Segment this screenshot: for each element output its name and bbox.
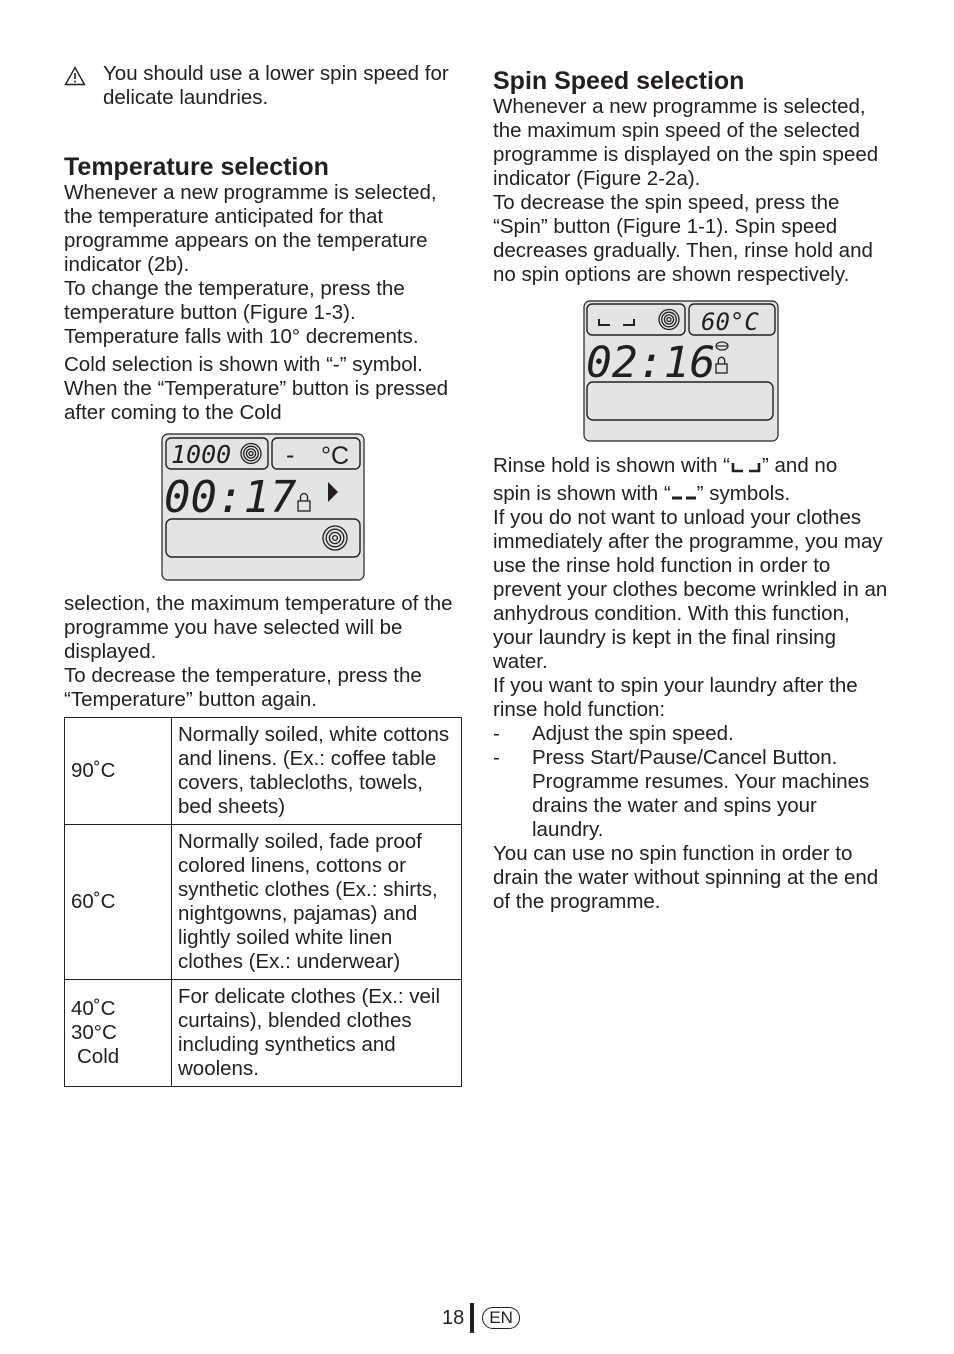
rinse-hold-text-before: Rinse hold is shown with “	[493, 454, 730, 477]
temperature-paragraph-1: Whenever a new programme is selected, the temperature anticipated for that programme appears on the temperature indicator (2b).	[64, 181, 437, 276]
no-spin-line	[493, 482, 893, 506]
spin-paragraph-1: Whenever a new programme is selected, the maximum spin speed of the selected programme is displayed on the spin speed indicator (Figure 2-2a).	[493, 95, 879, 190]
no-spin-icon	[671, 488, 697, 502]
after-figure-paragraph-2: To decrease the temperature, press the “Temperature” button again.	[64, 664, 422, 711]
spin-after-hold-paragraph: If you want to spin your laundry after the rinse hold function:	[493, 674, 858, 721]
warning-note	[64, 62, 462, 110]
spin-paragraph-2: To decrease the spin speed, press the “Spin” button (Figure 1-1). Spin speed decreases gradually. Then, rinse hold and no spin options are shown respectively.	[493, 191, 873, 286]
right-column	[493, 60, 893, 914]
no-spin-text-before: spin is shown with “	[493, 482, 671, 505]
list-item: - Adjust the spin speed.	[493, 722, 734, 745]
spin-heading: Spin Speed selection	[493, 67, 745, 95]
table-cell-temp	[65, 980, 172, 1087]
after-figure-paragraph-1: selection, the maximum temperature of the programme you have selected will be displayed.	[64, 592, 453, 663]
rinse-hold-icon	[730, 460, 762, 474]
table-row	[65, 980, 462, 1087]
unload-paragraph: If you do not want to unload your clothes immediately after the programme, you may use the rinse hold function in order to prevent your clothes become wrinkled in an anhydrous condition. With this function, your laundry is kept in the final rinsing water.	[493, 506, 888, 673]
temp-line: 40˚C	[71, 997, 116, 1020]
step-text: Press Start/Pause/Cancel Button. Programme resumes. Your machines drains the water and spins your laundry.	[532, 746, 870, 841]
temp-line: Cold	[77, 1045, 120, 1068]
figure-temperature-display	[64, 433, 462, 581]
table-row	[65, 825, 462, 980]
cold-paragraph: Cold selection is shown with “-” symbol. When the “Temperature” button is pressed after coming to the Cold	[64, 353, 448, 424]
table-row	[65, 718, 462, 825]
temperature-table	[64, 717, 462, 1087]
left-column	[64, 60, 462, 1087]
warning-text: You should use a lower spin speed for delicate laundries.	[103, 62, 449, 109]
no-spin-paragraph: You can use no spin function in order to drain the water without spinning at the end of the programme.	[493, 842, 879, 913]
warning-triangle-icon	[64, 66, 86, 86]
lcd-temp-unit: °C	[321, 442, 350, 470]
page-number: 18	[442, 1306, 465, 1329]
step-text: Adjust the spin speed.	[532, 722, 734, 745]
lcd-time: 00:17	[164, 472, 297, 523]
table-cell-desc: Normally soiled, fade proof colored linens, cottons or synthetic clothes (Ex.: shirts, nightgowns, pajamas) and lightly soiled white linen clothes (Ex.: underwear)	[172, 825, 462, 980]
rinse-hold-text-after: ” and no	[762, 454, 838, 477]
table-cell-temp: 90˚C	[65, 718, 172, 825]
lcd-display	[161, 433, 365, 581]
lcd-display	[583, 300, 779, 442]
footer-divider	[470, 1303, 474, 1333]
page-footer	[442, 1303, 520, 1333]
no-spin-text-after: ” symbols.	[696, 482, 791, 505]
list-item: - Press Start/Pause/Cancel Button. Programme resumes. Your machines drains the water and spins your laundry.	[493, 746, 870, 841]
lcd-temp-dash: -	[286, 441, 295, 469]
table-cell-desc: Normally soiled, white cottons and linens. (Ex.: coffee table covers, tablecloths, towels, bed sheets)	[172, 718, 462, 825]
temperature-paragraph-2: To change the temperature, press the temperature button (Figure 1-3). Temperature falls with 10° decrements.	[64, 277, 419, 348]
lcd-time: 02:16	[586, 338, 716, 388]
figure-spin-display	[493, 300, 893, 442]
lcd-temp: 60°C	[701, 308, 759, 336]
lcd-spin-value: 1000	[171, 440, 232, 469]
table-cell-temp: 60˚C	[65, 825, 172, 980]
table-cell-desc: For delicate clothes (Ex.: veil curtains), blended clothes including synthetics and woolens.	[172, 980, 462, 1087]
rinse-hold-line	[493, 454, 893, 478]
temperature-heading: Temperature selection	[64, 153, 329, 181]
temp-line: 30°C	[71, 1021, 117, 1044]
language-badge: EN	[482, 1307, 520, 1329]
